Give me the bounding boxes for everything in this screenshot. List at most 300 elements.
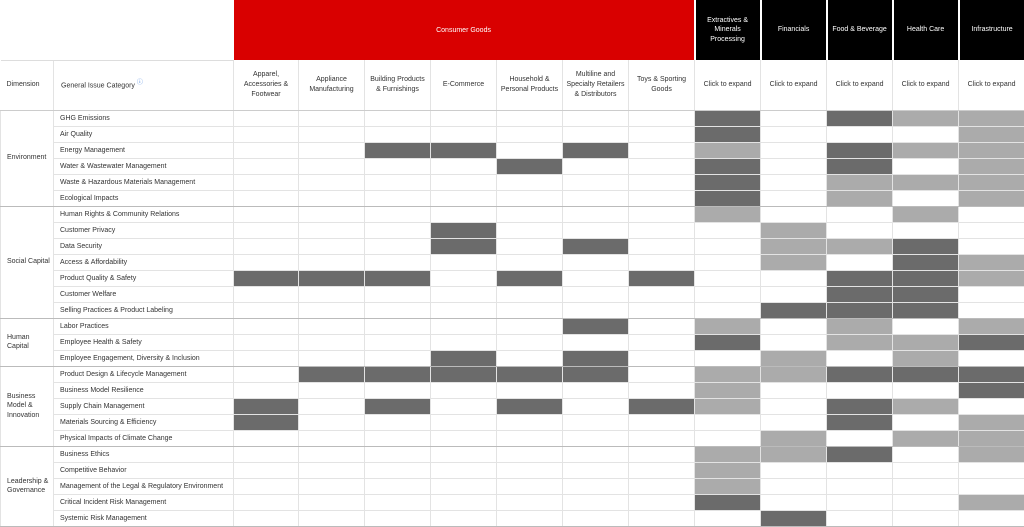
materiality-cell-empty xyxy=(563,174,629,190)
issue-row xyxy=(1,366,1024,382)
materiality-cell-high[interactable] xyxy=(365,366,431,382)
materiality-cell-high[interactable] xyxy=(761,510,827,526)
materiality-cell-empty xyxy=(299,254,365,270)
industry-header-multiline-and-specialty-retailers-and-distributors[interactable]: Multiline and Specialty Retailers & Distributors xyxy=(563,60,629,110)
materiality-cell-empty xyxy=(365,510,431,526)
materiality-cell-empty xyxy=(234,206,299,222)
materiality-cell-empty xyxy=(431,462,497,478)
materiality-cell-empty xyxy=(431,110,497,126)
materiality-cell-empty xyxy=(299,414,365,430)
materiality-cell-partial[interactable] xyxy=(827,190,893,206)
materiality-cell-empty xyxy=(299,158,365,174)
materiality-cell-empty xyxy=(365,238,431,254)
materiality-cell-empty xyxy=(761,334,827,350)
materiality-cell-empty xyxy=(563,398,629,414)
sector-header-extractives-and-minerals-processing[interactable]: Extractives & Minerals Processing xyxy=(695,0,761,60)
materiality-cell-empty xyxy=(497,350,563,366)
materiality-cell-partial[interactable] xyxy=(761,430,827,446)
materiality-cell-partial[interactable] xyxy=(959,270,1024,286)
materiality-cell-high[interactable] xyxy=(959,382,1024,398)
materiality-cell-empty xyxy=(431,446,497,462)
materiality-cell-empty xyxy=(431,414,497,430)
dimension-label: Leadership & Governance xyxy=(1,446,54,526)
materiality-cell-empty xyxy=(761,462,827,478)
materiality-cell-high[interactable] xyxy=(431,222,497,238)
materiality-cell-empty xyxy=(629,286,695,302)
materiality-cell-empty xyxy=(431,126,497,142)
materiality-cell-empty xyxy=(299,142,365,158)
materiality-cell-empty xyxy=(761,414,827,430)
materiality-cell-high[interactable] xyxy=(563,366,629,382)
materiality-cell-empty xyxy=(695,222,761,238)
materiality-cell-partial[interactable] xyxy=(893,430,959,446)
materiality-cell-empty xyxy=(299,190,365,206)
materiality-cell-empty xyxy=(959,238,1024,254)
materiality-cell-empty xyxy=(431,302,497,318)
materiality-cell-high[interactable] xyxy=(827,302,893,318)
industry-header-household-and-personal-products[interactable]: Household & Personal Products xyxy=(497,60,563,110)
materiality-cell-empty xyxy=(299,318,365,334)
materiality-cell-empty xyxy=(365,254,431,270)
issue-row xyxy=(1,414,1024,430)
materiality-cell-empty xyxy=(563,158,629,174)
materiality-cell-empty xyxy=(695,270,761,286)
materiality-cell-empty xyxy=(959,462,1024,478)
materiality-cell-partial[interactable] xyxy=(893,206,959,222)
materiality-cell-empty xyxy=(234,190,299,206)
materiality-cell-empty xyxy=(827,510,893,526)
materiality-cell-high[interactable] xyxy=(893,238,959,254)
materiality-cell-empty xyxy=(299,478,365,494)
materiality-cell-high[interactable] xyxy=(629,398,695,414)
issue-column-header: General Issue Category ⓘ xyxy=(54,60,234,110)
materiality-cell-partial[interactable] xyxy=(695,398,761,414)
materiality-cell-high[interactable] xyxy=(695,334,761,350)
issue-label: Labor Practices xyxy=(54,318,234,334)
materiality-cell-partial[interactable] xyxy=(959,254,1024,270)
materiality-cell-high[interactable] xyxy=(959,366,1024,382)
materiality-cell-empty xyxy=(234,334,299,350)
materiality-cell-empty xyxy=(365,334,431,350)
materiality-cell-empty xyxy=(497,222,563,238)
materiality-cell-empty xyxy=(299,446,365,462)
materiality-cell-empty xyxy=(365,382,431,398)
expand-link-infrastructure[interactable]: Click to expand xyxy=(959,60,1024,110)
materiality-cell-partial[interactable] xyxy=(827,334,893,350)
issue-row xyxy=(1,382,1024,398)
materiality-cell-empty xyxy=(761,478,827,494)
issue-label: Customer Welfare xyxy=(54,286,234,302)
materiality-cell-empty xyxy=(629,334,695,350)
issue-row xyxy=(1,254,1024,270)
issue-row xyxy=(1,462,1024,478)
materiality-cell-high[interactable] xyxy=(365,398,431,414)
materiality-cell-empty xyxy=(431,430,497,446)
materiality-cell-empty xyxy=(497,302,563,318)
materiality-cell-empty xyxy=(299,510,365,526)
issue-label: Customer Privacy xyxy=(54,222,234,238)
materiality-cell-empty xyxy=(629,206,695,222)
materiality-cell-high[interactable] xyxy=(695,126,761,142)
materiality-cell-empty xyxy=(563,462,629,478)
materiality-cell-empty xyxy=(827,478,893,494)
issue-row xyxy=(1,142,1024,158)
materiality-cell-empty xyxy=(497,238,563,254)
materiality-cell-empty xyxy=(234,430,299,446)
materiality-cell-empty xyxy=(299,302,365,318)
materiality-cell-high[interactable] xyxy=(695,110,761,126)
materiality-cell-empty xyxy=(827,462,893,478)
materiality-cell-high[interactable] xyxy=(299,366,365,382)
materiality-cell-empty xyxy=(497,478,563,494)
info-icon[interactable]: ⓘ xyxy=(136,79,143,86)
materiality-cell-empty xyxy=(365,222,431,238)
materiality-cell-empty xyxy=(959,206,1024,222)
materiality-cell-partial[interactable] xyxy=(959,494,1024,510)
materiality-cell-high[interactable] xyxy=(827,446,893,462)
materiality-cell-partial[interactable] xyxy=(827,238,893,254)
issue-row xyxy=(1,478,1024,494)
materiality-cell-empty xyxy=(563,286,629,302)
materiality-cell-empty xyxy=(299,350,365,366)
dimension-label: Business Model & Innovation xyxy=(1,366,54,446)
materiality-cell-high[interactable] xyxy=(959,334,1024,350)
materiality-cell-partial[interactable] xyxy=(827,174,893,190)
issue-row xyxy=(1,270,1024,286)
issue-label: Human Rights & Community Relations xyxy=(54,206,234,222)
expand-link-food-and-beverage[interactable]: Click to expand xyxy=(827,60,893,110)
materiality-cell-empty xyxy=(893,494,959,510)
industry-header-apparel-accessories-and-footwear[interactable]: Apparel, Accessories & Footwear xyxy=(234,60,299,110)
materiality-cell-empty xyxy=(629,222,695,238)
materiality-cell-partial[interactable] xyxy=(695,462,761,478)
materiality-cell-partial[interactable] xyxy=(761,350,827,366)
materiality-cell-partial[interactable] xyxy=(761,446,827,462)
materiality-cell-empty xyxy=(827,126,893,142)
issue-row xyxy=(1,494,1024,510)
expand-link-health-care[interactable]: Click to expand xyxy=(893,60,959,110)
materiality-cell-empty xyxy=(431,158,497,174)
materiality-cell-empty xyxy=(234,142,299,158)
materiality-cell-empty xyxy=(234,222,299,238)
materiality-cell-empty xyxy=(959,286,1024,302)
materiality-cell-partial[interactable] xyxy=(695,206,761,222)
materiality-cell-high[interactable] xyxy=(893,254,959,270)
materiality-cell-empty xyxy=(234,174,299,190)
issue-label: Management of the Legal & Regulatory Environment xyxy=(54,478,234,494)
materiality-cell-partial[interactable] xyxy=(695,382,761,398)
materiality-cell-high[interactable] xyxy=(695,494,761,510)
materiality-cell-empty xyxy=(827,350,893,366)
issue-row xyxy=(1,158,1024,174)
materiality-cell-partial[interactable] xyxy=(761,222,827,238)
materiality-cell-high[interactable] xyxy=(695,190,761,206)
materiality-cell-empty xyxy=(234,350,299,366)
materiality-cell-high[interactable] xyxy=(827,158,893,174)
issue-row xyxy=(1,174,1024,190)
materiality-cell-high[interactable] xyxy=(497,366,563,382)
materiality-cell-high[interactable] xyxy=(827,398,893,414)
materiality-cell-empty xyxy=(234,478,299,494)
materiality-cell-empty xyxy=(959,478,1024,494)
materiality-cell-empty xyxy=(761,382,827,398)
issue-label: Air Quality xyxy=(54,126,234,142)
issue-label: Water & Wastewater Management xyxy=(54,158,234,174)
materiality-cell-empty xyxy=(629,190,695,206)
materiality-cell-partial[interactable] xyxy=(959,158,1024,174)
materiality-cell-empty xyxy=(234,382,299,398)
materiality-cell-empty xyxy=(234,254,299,270)
materiality-cell-high[interactable] xyxy=(827,110,893,126)
materiality-cell-empty xyxy=(431,174,497,190)
materiality-cell-empty xyxy=(563,382,629,398)
materiality-cell-empty xyxy=(234,238,299,254)
materiality-cell-empty xyxy=(497,382,563,398)
materiality-cell-empty xyxy=(299,382,365,398)
materiality-cell-partial[interactable] xyxy=(695,142,761,158)
issue-row xyxy=(1,126,1024,142)
materiality-cell-empty xyxy=(563,494,629,510)
materiality-cell-high[interactable] xyxy=(365,142,431,158)
materiality-cell-empty xyxy=(234,318,299,334)
materiality-cell-empty xyxy=(893,446,959,462)
materiality-cell-empty xyxy=(497,510,563,526)
materiality-cell-empty xyxy=(234,494,299,510)
materiality-cell-empty xyxy=(761,158,827,174)
materiality-cell-partial[interactable] xyxy=(959,318,1024,334)
dimension-column-header: Dimension xyxy=(1,60,54,110)
issue-label: Waste & Hazardous Materials Management xyxy=(54,174,234,190)
materiality-cell-partial[interactable] xyxy=(959,174,1024,190)
materiality-cell-empty xyxy=(497,142,563,158)
issue-label: Materials Sourcing & Efficiency xyxy=(54,414,234,430)
materiality-cell-empty xyxy=(365,430,431,446)
materiality-cell-high[interactable] xyxy=(234,270,299,286)
sector-header-food-and-beverage[interactable]: Food & Beverage xyxy=(827,0,893,60)
materiality-cell-high[interactable] xyxy=(497,270,563,286)
issue-row xyxy=(1,110,1024,126)
materiality-cell-empty xyxy=(827,206,893,222)
materiality-cell-partial[interactable] xyxy=(893,110,959,126)
materiality-cell-high[interactable] xyxy=(827,366,893,382)
materiality-cell-empty xyxy=(629,366,695,382)
materiality-cell-high[interactable] xyxy=(629,270,695,286)
materiality-cell-empty xyxy=(629,318,695,334)
materiality-cell-empty xyxy=(695,302,761,318)
materiality-cell-empty xyxy=(563,110,629,126)
materiality-cell-empty xyxy=(893,478,959,494)
issue-row xyxy=(1,430,1024,446)
materiality-cell-high[interactable] xyxy=(563,318,629,334)
materiality-cell-empty xyxy=(629,478,695,494)
materiality-cell-empty xyxy=(761,206,827,222)
materiality-cell-partial[interactable] xyxy=(761,366,827,382)
materiality-cell-partial[interactable] xyxy=(959,430,1024,446)
materiality-cell-empty xyxy=(959,398,1024,414)
materiality-cell-high[interactable] xyxy=(431,142,497,158)
materiality-cell-empty xyxy=(365,350,431,366)
materiality-cell-partial[interactable] xyxy=(695,446,761,462)
materiality-cell-partial[interactable] xyxy=(959,126,1024,142)
materiality-cell-high[interactable] xyxy=(365,270,431,286)
materiality-cell-empty xyxy=(431,206,497,222)
materiality-cell-partial[interactable] xyxy=(893,142,959,158)
materiality-cell-partial[interactable] xyxy=(695,366,761,382)
materiality-cell-partial[interactable] xyxy=(893,334,959,350)
materiality-cell-high[interactable] xyxy=(431,238,497,254)
materiality-cell-empty xyxy=(563,190,629,206)
materiality-cell-empty xyxy=(497,190,563,206)
materiality-cell-empty xyxy=(497,254,563,270)
materiality-cell-partial[interactable] xyxy=(959,414,1024,430)
materiality-cell-empty xyxy=(761,286,827,302)
materiality-cell-empty xyxy=(761,190,827,206)
sector-header-financials[interactable]: Financials xyxy=(761,0,827,60)
materiality-cell-empty xyxy=(431,334,497,350)
materiality-cell-empty xyxy=(431,318,497,334)
industry-header-toys-and-sporting-goods[interactable]: Toys & Sporting Goods xyxy=(629,60,695,110)
materiality-cell-high[interactable] xyxy=(563,142,629,158)
issue-label: Supply Chain Management xyxy=(54,398,234,414)
dimension-label: Social Capital xyxy=(1,206,54,318)
materiality-cell-high[interactable] xyxy=(827,270,893,286)
expand-link-financials[interactable]: Click to expand xyxy=(761,60,827,110)
materiality-cell-empty xyxy=(629,382,695,398)
materiality-cell-empty xyxy=(629,110,695,126)
materiality-cell-empty xyxy=(563,254,629,270)
materiality-cell-empty xyxy=(497,126,563,142)
materiality-cell-empty xyxy=(365,414,431,430)
sector-header-infrastructure[interactable]: Infrastructure xyxy=(959,0,1024,60)
materiality-cell-empty xyxy=(431,494,497,510)
materiality-cell-empty xyxy=(497,174,563,190)
materiality-cell-empty xyxy=(299,110,365,126)
materiality-cell-empty xyxy=(893,414,959,430)
materiality-cell-empty xyxy=(629,446,695,462)
materiality-cell-empty xyxy=(431,254,497,270)
issue-row xyxy=(1,398,1024,414)
materiality-cell-high[interactable] xyxy=(827,286,893,302)
materiality-cell-empty xyxy=(629,158,695,174)
materiality-cell-high[interactable] xyxy=(893,286,959,302)
materiality-cell-high[interactable] xyxy=(827,414,893,430)
materiality-cell-partial[interactable] xyxy=(893,174,959,190)
materiality-cell-empty xyxy=(563,302,629,318)
issue-label: GHG Emissions xyxy=(54,110,234,126)
materiality-cell-high[interactable] xyxy=(234,414,299,430)
header-blank xyxy=(1,0,234,60)
materiality-cell-high[interactable] xyxy=(234,398,299,414)
materiality-cell-partial[interactable] xyxy=(893,398,959,414)
materiality-cell-empty xyxy=(893,158,959,174)
materiality-cell-empty xyxy=(893,510,959,526)
materiality-cell-empty xyxy=(563,430,629,446)
materiality-cell-high[interactable] xyxy=(893,302,959,318)
materiality-cell-empty xyxy=(497,110,563,126)
materiality-cell-empty xyxy=(431,478,497,494)
materiality-cell-high[interactable] xyxy=(563,238,629,254)
materiality-cell-empty xyxy=(629,238,695,254)
materiality-cell-high[interactable] xyxy=(827,142,893,158)
materiality-cell-high[interactable] xyxy=(431,366,497,382)
materiality-cell-empty xyxy=(365,478,431,494)
materiality-cell-empty xyxy=(299,222,365,238)
materiality-cell-partial[interactable] xyxy=(959,190,1024,206)
issue-label: Data Security xyxy=(54,238,234,254)
materiality-cell-partial[interactable] xyxy=(761,254,827,270)
materiality-cell-partial[interactable] xyxy=(959,110,1024,126)
materiality-cell-high[interactable] xyxy=(893,270,959,286)
industry-header-building-products-and-furnishings[interactable]: Building Products & Furnishings xyxy=(365,60,431,110)
materiality-cell-empty xyxy=(563,510,629,526)
expand-link-extractives-and-minerals-processing[interactable]: Click to expand xyxy=(695,60,761,110)
materiality-cell-high[interactable] xyxy=(299,270,365,286)
consumer-goods-header[interactable]: Consumer Goods xyxy=(234,0,695,60)
materiality-cell-empty xyxy=(299,206,365,222)
issue-row xyxy=(1,318,1024,334)
materiality-cell-high[interactable] xyxy=(563,350,629,366)
industry-header-e-commerce[interactable]: E-Commerce xyxy=(431,60,497,110)
materiality-cell-partial[interactable] xyxy=(959,446,1024,462)
materiality-cell-empty xyxy=(299,494,365,510)
materiality-cell-empty xyxy=(827,254,893,270)
industry-header-appliance-manufacturing[interactable]: Appliance Manufacturing xyxy=(299,60,365,110)
materiality-cell-empty xyxy=(827,382,893,398)
materiality-cell-partial[interactable] xyxy=(695,478,761,494)
materiality-cell-partial[interactable] xyxy=(827,318,893,334)
materiality-cell-high[interactable] xyxy=(761,302,827,318)
materiality-cell-empty xyxy=(299,126,365,142)
issue-label: Critical Incident Risk Management xyxy=(54,494,234,510)
materiality-cell-empty xyxy=(563,206,629,222)
materiality-cell-empty xyxy=(497,286,563,302)
issue-label: Product Quality & Safety xyxy=(54,270,234,286)
materiality-cell-empty xyxy=(893,222,959,238)
materiality-cell-empty xyxy=(563,446,629,462)
materiality-cell-empty xyxy=(234,366,299,382)
materiality-cell-high[interactable] xyxy=(893,366,959,382)
materiality-cell-empty xyxy=(365,462,431,478)
materiality-cell-high[interactable] xyxy=(695,174,761,190)
issue-row xyxy=(1,286,1024,302)
materiality-cell-empty xyxy=(365,286,431,302)
materiality-cell-empty xyxy=(497,430,563,446)
materiality-cell-empty xyxy=(959,302,1024,318)
materiality-cell-empty xyxy=(761,318,827,334)
materiality-cell-empty xyxy=(893,126,959,142)
materiality-cell-partial[interactable] xyxy=(959,142,1024,158)
materiality-cell-empty xyxy=(959,510,1024,526)
materiality-cell-empty xyxy=(299,462,365,478)
materiality-cell-empty xyxy=(299,334,365,350)
materiality-cell-empty xyxy=(299,174,365,190)
issue-row xyxy=(1,206,1024,222)
issue-label: Systemic Risk Management xyxy=(54,510,234,526)
materiality-cell-empty xyxy=(695,238,761,254)
materiality-cell-empty xyxy=(563,414,629,430)
materiality-cell-high[interactable] xyxy=(497,398,563,414)
materiality-cell-high[interactable] xyxy=(497,158,563,174)
materiality-cell-empty xyxy=(365,174,431,190)
materiality-cell-high[interactable] xyxy=(431,350,497,366)
materiality-cell-partial[interactable] xyxy=(695,318,761,334)
materiality-cell-partial[interactable] xyxy=(893,350,959,366)
materiality-cell-high[interactable] xyxy=(695,158,761,174)
materiality-cell-empty xyxy=(234,126,299,142)
materiality-cell-empty xyxy=(695,510,761,526)
sector-header-health-care[interactable]: Health Care xyxy=(893,0,959,60)
materiality-cell-partial[interactable] xyxy=(761,238,827,254)
